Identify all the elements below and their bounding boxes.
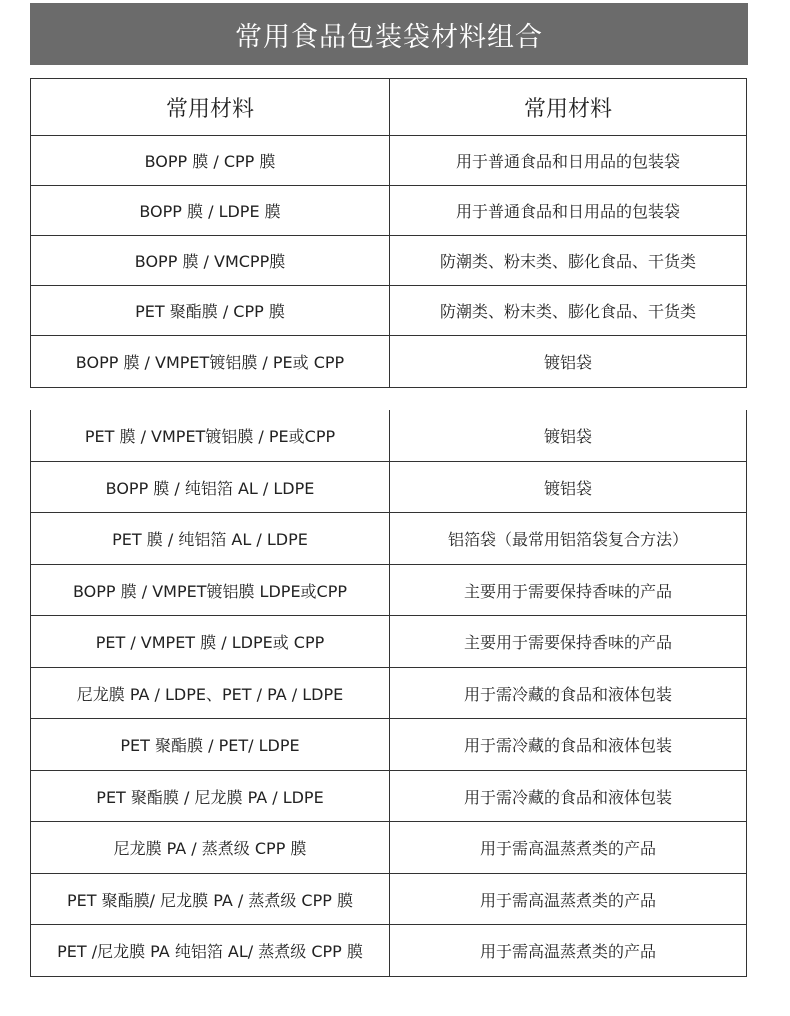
header-material: 常用材料 (31, 79, 390, 136)
material-cell: PET 聚酯膜 / CPP 膜 (31, 286, 390, 336)
table-row (31, 236, 747, 286)
table-row (31, 286, 747, 336)
use-cell: 用于需冷藏的食品和液体包装 (390, 719, 747, 771)
use-cell: 用于需高温蒸煮类的产品 (390, 925, 747, 977)
header-use: 常用材料 (390, 79, 747, 136)
material-cell: PET 膜 / VMPET镀铝膜 / PE或CPP (31, 410, 390, 462)
table-row (31, 565, 747, 616)
material-cell: BOPP 膜 / VMPET镀铝膜 / PE或 CPP (31, 336, 390, 388)
use-cell: 主要用于需要保持香味的产品 (390, 565, 747, 616)
material-cell: BOPP 膜 / VMCPP膜 (31, 236, 390, 286)
table-row (31, 771, 747, 822)
header-row (31, 79, 747, 136)
table-row (31, 136, 747, 186)
material-cell: PET 聚酯膜/ 尼龙膜 PA / 蒸煮级 CPP 膜 (31, 874, 390, 925)
table-row (31, 925, 747, 977)
use-cell: 用于需冷藏的食品和液体包装 (390, 771, 747, 822)
use-cell: 铝箔袋（最常用铝箔袋复合方法） (390, 513, 747, 565)
material-cell: PET 膜 / 纯铝箔 AL / LDPE (31, 513, 390, 565)
material-cell: 尼龙膜 PA / 蒸煮级 CPP 膜 (31, 822, 390, 874)
material-cell: BOPP 膜 / VMPET镀铝膜 LDPE或CPP (31, 565, 390, 616)
material-cell: PET 聚酯膜 / 尼龙膜 PA / LDPE (31, 771, 390, 822)
material-cell: BOPP 膜 / CPP 膜 (31, 136, 390, 186)
use-cell: 镀铝袋 (390, 336, 747, 388)
table-row (31, 719, 747, 771)
material-cell: BOPP 膜 / 纯铝箔 AL / LDPE (31, 462, 390, 513)
use-cell: 用于需冷藏的食品和液体包装 (390, 668, 747, 719)
table-row (31, 186, 747, 236)
use-cell: 镀铝袋 (390, 410, 747, 462)
use-cell: 防潮类、粉末类、膨化食品、干货类 (390, 236, 747, 286)
use-cell: 用于需高温蒸煮类的产品 (390, 874, 747, 925)
material-cell: PET / VMPET 膜 / LDPE或 CPP (31, 616, 390, 668)
use-cell: 用于普通食品和日用品的包装袋 (390, 136, 747, 186)
use-cell: 用于普通食品和日用品的包装袋 (390, 186, 747, 236)
materials-table-top (30, 78, 747, 388)
table-row (31, 874, 747, 925)
table-row (31, 410, 747, 462)
materials-table-bottom (30, 410, 747, 977)
use-cell: 用于需高温蒸煮类的产品 (390, 822, 747, 874)
table-row (31, 336, 747, 388)
use-cell: 镀铝袋 (390, 462, 747, 513)
material-cell: PET 聚酯膜 / PET/ LDPE (31, 719, 390, 771)
material-cell: PET /尼龙膜 PA 纯铝箔 AL/ 蒸煮级 CPP 膜 (31, 925, 390, 977)
material-cell: BOPP 膜 / LDPE 膜 (31, 186, 390, 236)
table-row (31, 668, 747, 719)
material-cell: 尼龙膜 PA / LDPE、PET / PA / LDPE (31, 668, 390, 719)
table-row (31, 822, 747, 874)
table-row (31, 513, 747, 565)
use-cell: 防潮类、粉末类、膨化食品、干货类 (390, 286, 747, 336)
table-row (31, 616, 747, 668)
use-cell: 主要用于需要保持香味的产品 (390, 616, 747, 668)
page-title: 常用食品包装袋材料组合 (30, 3, 748, 65)
table-row (31, 462, 747, 513)
